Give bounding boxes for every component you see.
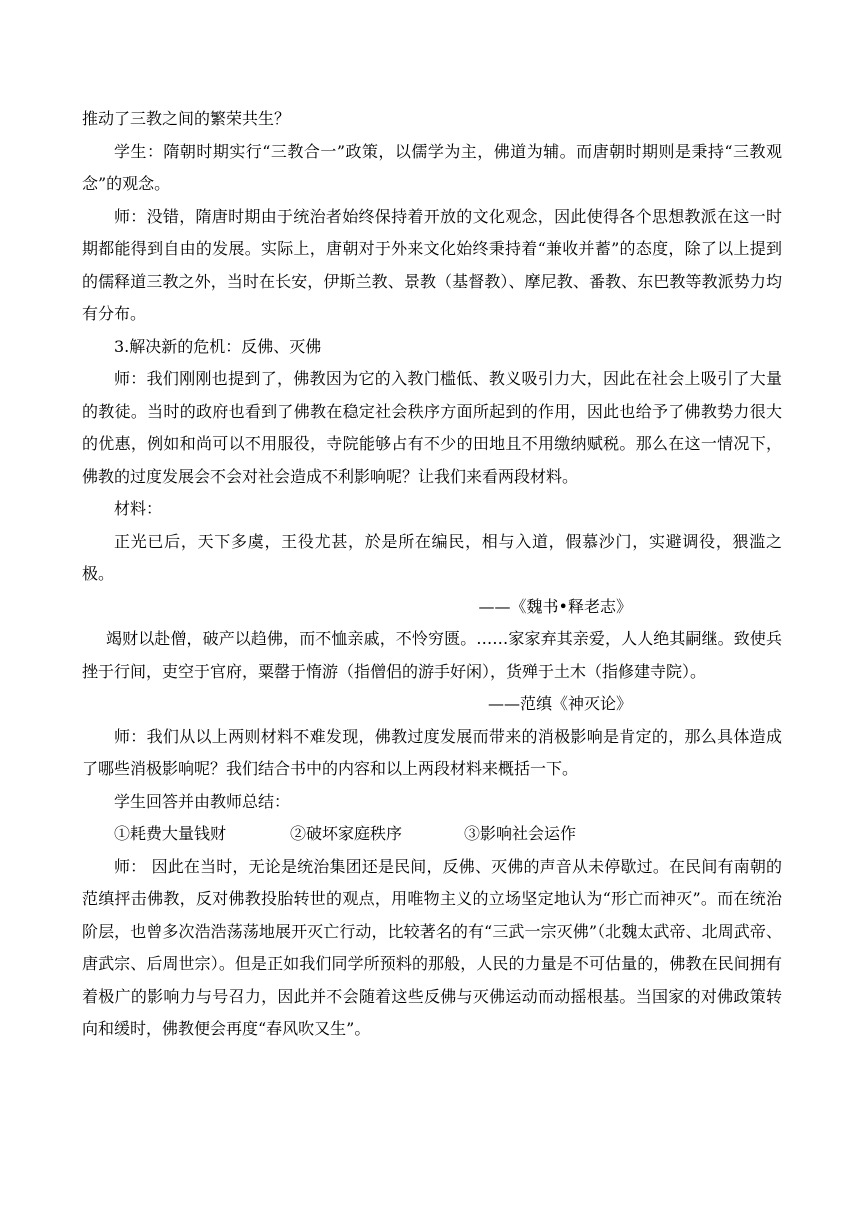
paragraph-summary-intro: 学生回答并由教师总结： <box>114 791 291 811</box>
result-item-1: ①耗费大量钱财 <box>114 824 227 843</box>
material-quote-1: 正光已后，天下多虞，王役尤甚，於是所在编民，相与入道，假慕沙门，实避调役，猥滥之极。 <box>82 531 782 583</box>
paragraph-teacher-crisis: 师：我们刚刚也提到了，佛教因为它的入教门槛低、教义吸引力大，因此在社会上吸引了大量的教徒。当时的政府也看到了佛教在稳定社会秩序方面所起到的作用，因此也给予了佛教势力很大的优惠，例如和尚可以不用服役，寺院能够占有不少的田地且不用缴纳赋税。那么在这一情况下，佛教的过度发展会不会对社会造成不利影响呢？让我们来看两段材料。 <box>82 369 782 486</box>
material-source-1: ——《魏书•释老志》 <box>478 596 632 616</box>
paragraph-teacher-question: 师：我们从以上两则材料不难发现，佛教过度发展而带来的消极影响是肯定的，那么具体造成了哪些消极影响呢？我们结合书中的内容和以上两段材料来概括一下。 <box>82 726 782 778</box>
material-source-2: ——范缜《神灭论》 <box>487 694 632 713</box>
paragraph-student-answer: 学生：隋朝时期实行“三教合一”政策，以儒学为主，佛道为辅。而唐朝时期则是秉持“三教观念”的观念。 <box>82 141 782 193</box>
result-item-3: ③影响社会运作 <box>464 824 577 843</box>
materials-label: 材料： <box>114 499 163 518</box>
result-item-2: ②破坏家庭秩序 <box>290 824 403 843</box>
section-heading: 3.解决新的危机：反佛、灭佛 <box>114 336 322 356</box>
paragraph-intro-continuation: 推动了三教之间的繁荣共生？ <box>82 109 291 128</box>
paragraph-teacher-openness: 师：没错，隋唐时期由于统治者始终保持着开放的文化观念，因此使得各个思想教派在这一时期都能得到自由的发展。实际上，唐朝对于外来文化始终秉持着“兼收并蓄”的态度，除了以上提到的儒释道三教之外，当时在长安，伊斯兰教、景教（基督教）、摩尼教、番教、东巴教等教派势力均有分布。 <box>82 206 782 323</box>
document-body <box>82 103 782 1046</box>
paragraph-teacher-conclusion: 师： 因此在当时，无论是统治集团还是民间，反佛、灭佛的声音从未停歇过。在民间有南朝的范缜抨击佛教，反对佛教投胎转世的观点，用唯物主义的立场坚定地认为“形亡而神灭”。而在统治阶层，也曾多次浩浩荡荡地展开灭亡行动，比较著名的有“三武一宗灭佛”（北魏太武帝、北周武帝、唐武宗、后周世宗）。但是正如我们同学所预料的那般，人民的力量是不可估量的，佛教在民间拥有着极广的影响力与号召力，因此并不会随着这些反佛与灭佛运动而动摇根基。当国家的对佛政策转向和缓时，佛教便会再度“春风吹又生”。 <box>82 856 782 1038</box>
summary-results <box>82 818 782 851</box>
material-quote-2: 竭财以赴僧，破产以趋佛，而不恤亲戚，不怜穷匮。……家家弃其亲爱，人人绝其嗣继。致使兵挫于行间，吏空于官府，粟罄于惰游（指僧侣的游手好闲），货殚于土木（指修建寺院）。 <box>82 629 782 681</box>
